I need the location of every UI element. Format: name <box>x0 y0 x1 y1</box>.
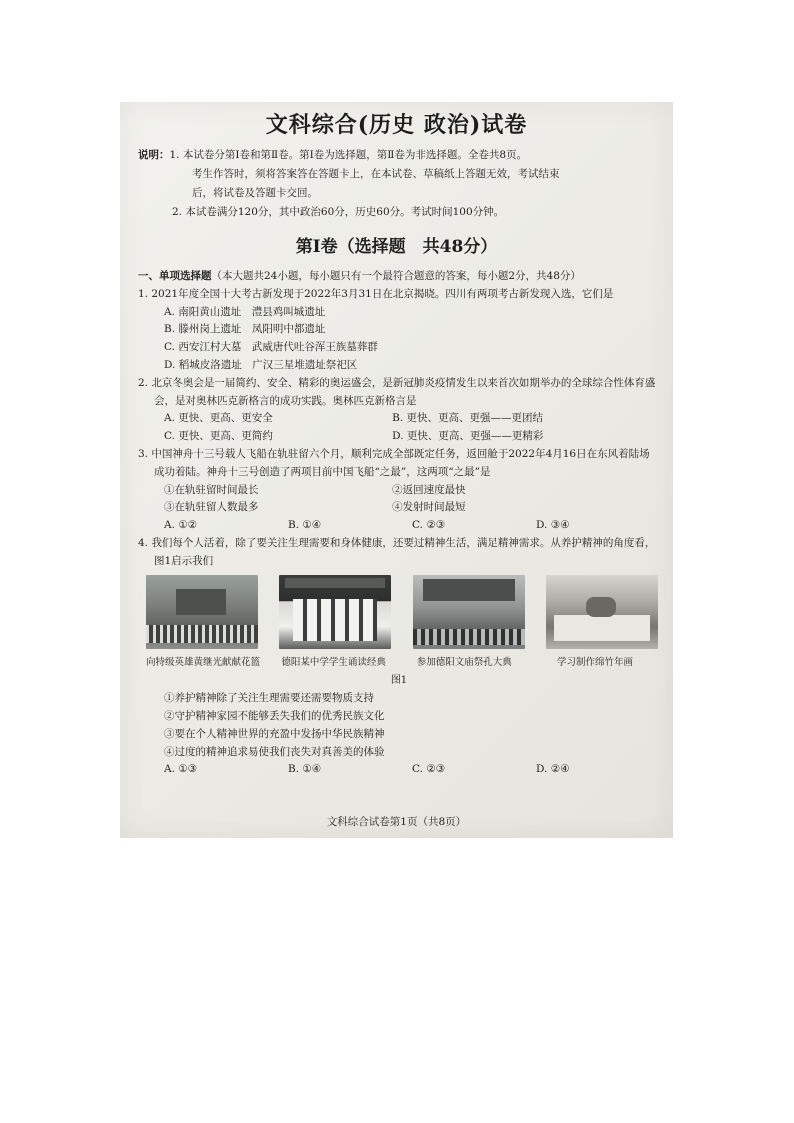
q2-option-a: A. 更快、更高、更安全 <box>164 412 273 425</box>
question-4-stem: 4. 我们每个人活着，除了要关注生理需要和身体健康，还要过精神生活，满足精神需求。从养护精神的角度看，图1启示我们 <box>138 536 656 567</box>
q4-statement-2: ②守护精神家园不能够丢失我们的优秀民族文化 <box>164 709 385 722</box>
q3-option-d: D. ③④ <box>536 519 570 532</box>
instructions-label: 说明： <box>138 149 170 161</box>
figure-caption-3: 参加德阳文庙祭孔大典 <box>416 656 512 668</box>
q4-statement-3: ③要在个人精神世界的充盈中发扬中华民族精神 <box>164 727 385 740</box>
photo-students-reciting <box>279 575 391 649</box>
q4-option-d: D. ②④ <box>536 763 570 776</box>
photo-memorial-gate <box>146 575 258 649</box>
q1-option-d: D. 稻城皮洛遗址 广汉三星堆遗址祭祀区 <box>164 358 358 371</box>
questions <box>138 268 660 779</box>
figure-caption-1: 向特级英雄黄继光献献花篮 <box>145 656 260 668</box>
q3-option-a: A. ①② <box>164 519 198 532</box>
figure-label: 图1 <box>390 675 408 687</box>
q3-option-c: C. ②③ <box>412 519 446 532</box>
instructions <box>138 146 658 222</box>
instruction-2: 2. 本试卷满分120分，其中政治60分，历史60分。考试时间100分钟。 <box>172 206 505 218</box>
q3-statement-2: ②返回速度最快 <box>392 483 466 496</box>
exam-page-photo <box>120 102 673 838</box>
instruction-1: 1. 本试卷分第Ⅰ卷和第Ⅱ卷。第Ⅰ卷为选择题，第Ⅱ卷为非选择题。全卷共8页。 <box>169 149 528 161</box>
q2-option-d: D. 更快、更高、更强——更精彩 <box>392 430 544 443</box>
q4-statement-4: ④过度的精神追求易使我们丧失对真善美的体验 <box>164 745 385 758</box>
q2-option-b: B. 更快、更高、更强——更团结 <box>392 412 544 425</box>
q1-option-c: C. 西安江村大墓 武威唐代吐谷浑王族墓葬群 <box>164 341 378 354</box>
question-2-stem: 2. 北京冬奥会是一届简约、安全、精彩的奥运盛会，是新冠肺炎疫情发生以来首次如期举办的全球综合性体育盛会，是对奥林匹克新格言的成功实践。奥林匹克新格言是 <box>138 376 656 407</box>
figure-1 <box>138 571 658 649</box>
q2-option-c: C. 更快、更高、更简约 <box>164 430 273 443</box>
photo-new-year-painting <box>546 575 658 649</box>
exam-title: 文科综合(历史 政治)试卷 <box>265 112 528 138</box>
q3-option-b: B. ①④ <box>288 519 322 532</box>
q1-option-a: A. 南阳黄山遗址 澧县鸡叫城遗址 <box>164 305 326 318</box>
photo-confucius-ceremony <box>413 575 525 649</box>
part-heading: 一、单项选择题 <box>138 270 212 282</box>
q1-option-b: B. 滕州岗上遗址 凤阳明中都遗址 <box>164 323 326 336</box>
instruction-1-line2: 考生作答时，须将答案答在答题卡上，在本试卷、草稿纸上答题无效，考试结束 <box>192 168 560 180</box>
q3-statement-1: ①在轨驻留时间最长 <box>164 483 259 496</box>
q4-option-c: C. ②③ <box>412 763 446 776</box>
question-1-stem: 1. 2021年度全国十大考古新发现于2022年3月31日在北京揭晓。四川有两项考古新发现入选，它们是 <box>138 287 614 300</box>
part-heading-desc: （本大题共24小题，每小题只有一个最符合题意的答案，每小题2分，共48分） <box>211 270 581 282</box>
q3-statement-3: ③在轨驻留人数最多 <box>164 501 259 514</box>
q3-statement-4: ④发射时间最短 <box>392 501 466 514</box>
q4-option-b: B. ①④ <box>288 763 322 776</box>
q4-option-a: A. ①③ <box>164 763 198 776</box>
question-3-stem: 3. 中国神舟十三号载人飞船在轨驻留六个月，顺利完成全部既定任务，返回舱于2022年4月16日在东风着陆场成功着陆。神舟十三号创造了两项目前中国飞船“之最”，这两项“之最”是 <box>138 447 650 478</box>
q4-statement-1: ①养护精神除了关注生理需要还需要物质支持 <box>164 692 374 705</box>
instruction-1-line3: 后，将试卷及答题卡交回。 <box>192 187 318 199</box>
figure-caption-2: 德阳某中学学生诵读经典 <box>281 656 386 668</box>
page-footer: 文科综合试卷第1页（共8页） <box>326 816 467 828</box>
figure-caption-4: 学习制作绵竹年画 <box>556 656 633 668</box>
section-title: 第Ⅰ卷（选择题 共48分） <box>295 237 498 257</box>
